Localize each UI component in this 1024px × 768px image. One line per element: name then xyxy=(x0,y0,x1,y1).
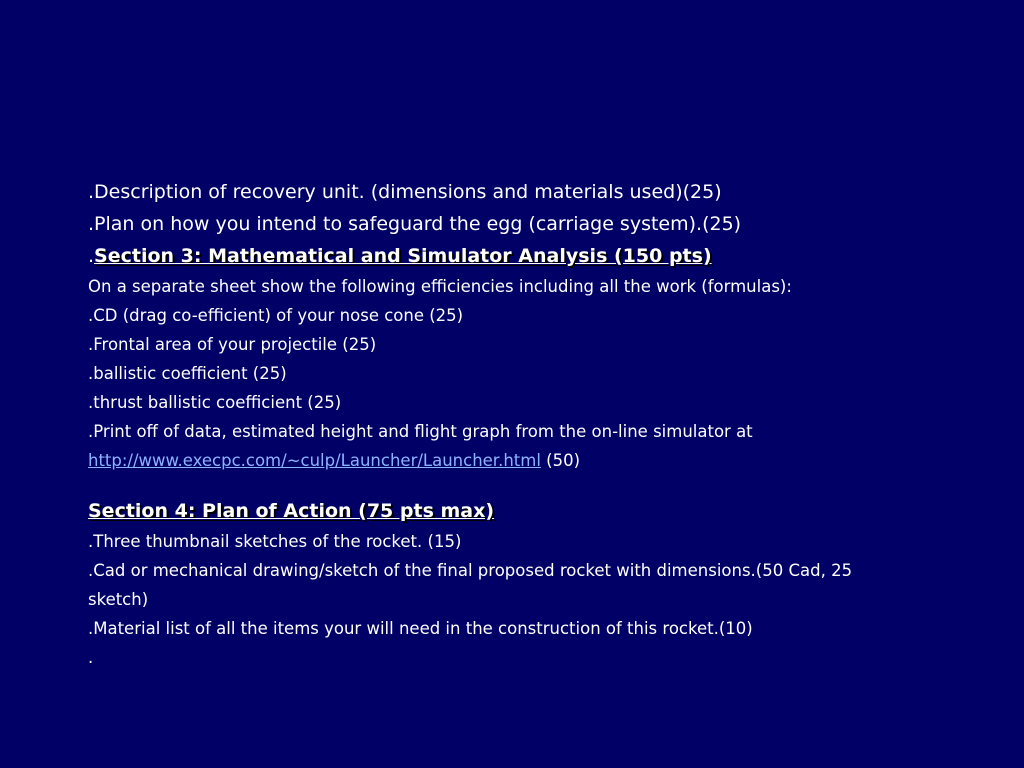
cad-drawing-item-line-2: sketch) xyxy=(88,590,149,609)
section-gap xyxy=(88,475,948,495)
simulator-link[interactable]: http://www.execpc.com/~culp/Launcher/Launcher.html xyxy=(88,451,541,470)
section-4-heading: Section 4: Plan of Action (75 pts max) xyxy=(88,500,495,522)
cad-drawing-item-line-1: .Cad or mechanical drawing/sketch of the final proposed rocket with dimensions.(50 Cad, 25 xyxy=(88,561,853,580)
thumbnail-sketches-item: .Three thumbnail sketches of the rocket. (15) xyxy=(88,532,462,551)
frontal-area-item: .Frontal area of your projectile (25) xyxy=(88,335,377,354)
section-3-heading: Section 3: Mathematical and Simulator Analysis (150 pts) xyxy=(94,245,712,267)
safeguard-egg-item: .Plan on how you intend to safeguard the egg (carriage system).(25) xyxy=(88,213,742,235)
section-3-bullet: . xyxy=(88,245,95,267)
simulator-link-line xyxy=(88,446,948,475)
recovery-unit-item: .Description of recovery unit. (dimensions and materials used)(25) xyxy=(88,181,722,203)
simulator-points: (50) xyxy=(540,451,581,470)
slide-content xyxy=(88,176,948,672)
print-off-item: .Print off of data, estimated height and flight graph from the on-line simulator at xyxy=(88,422,753,441)
separate-sheet-instruction: On a separate sheet show the following efficiencies including all the work (formulas): xyxy=(88,277,792,296)
section-3-line xyxy=(88,240,948,272)
cd-item: .CD (drag co-efficient) of your nose cone (25) xyxy=(88,306,464,325)
ballistic-coefficient-item: .ballistic coefficient (25) xyxy=(88,364,287,383)
material-list-item: .Material list of all the items your will need in the construction of this rocket.(10) xyxy=(88,619,753,638)
final-bullet: . xyxy=(88,648,94,667)
thrust-ballistic-coefficient-item: .thrust ballistic coefficient (25) xyxy=(88,393,342,412)
